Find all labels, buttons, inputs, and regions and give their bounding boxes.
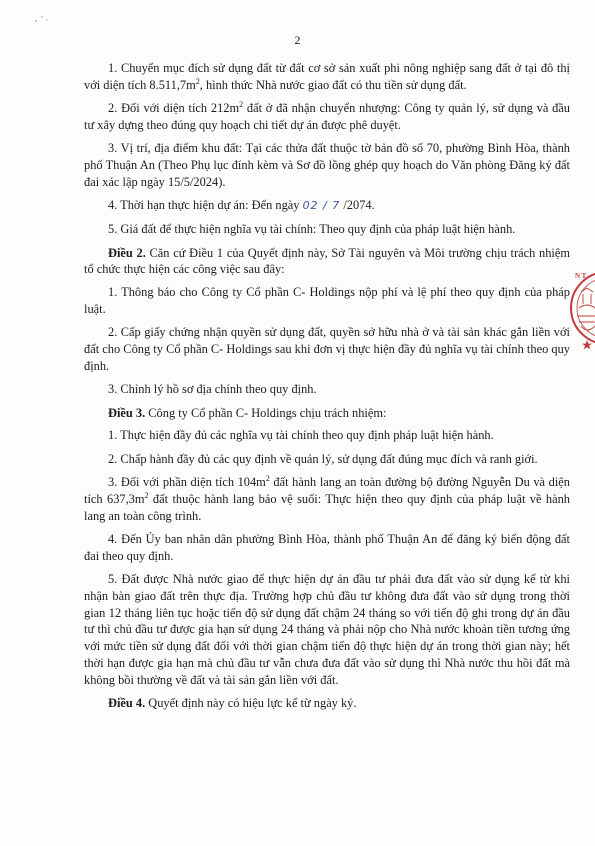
red-seal-stamp (567, 264, 595, 354)
clause-1-3: 3. Vị trí, địa điểm khu đất: Tại các thửa đất thuộc tờ bản đồ số 70, phường Bình Hòa, thành phố Thuận An (Theo Phụ lục đính kèm và Sơ đồ lồng ghép quy hoạch do Văn phòng Đăng ký đất đai xác lập ngày 15/5/2024). (84, 141, 570, 189)
clause-1-5: 5. Giá đất để thực hiện nghĩa vụ tài chính: Theo quy định của pháp luật hiện hành. (108, 222, 516, 237)
stamp-text: N T (575, 272, 587, 280)
clause-1-1: 1. Chuyển mục đích sử dụng đất từ đất cơ sở sản xuất phi nông nghiệp sang đất ở tại đô thị với diện tích $8.511,7m^2$, hình thức Nhà nước giao đất có thu tiền sử dụng đất. (84, 61, 570, 92)
clause-3-3: 3. Đối với phần diện tích $104m^2$ đất hành lang an toàn đường bộ đường Nguyễn Du và diện tích $637,3m^2$ đất thuộc hành lang bảo vệ suối: Thực hiện theo quy định của pháp luật về hành lang an toàn công trình. (84, 473, 570, 523)
document-body (84, 60, 570, 718)
clause-3-2: 2. Chấp hành đầy đủ các quy định về quản lý, sử dụng đất đúng mục đích và ranh giới. (108, 451, 538, 466)
scan-speck-marks (34, 14, 50, 24)
clause-2-3: 3. Chỉnh lý hồ sơ địa chính theo quy định. (108, 382, 317, 397)
article-3-label: Điều 3. (108, 405, 146, 420)
article-4-label: Điều 4. (108, 696, 146, 710)
clause-1-4: 4. Thời hạn thực hiện dự án: Đến ngày 02 / 7 /2074. (108, 198, 375, 213)
clause-3-4: 4. Đến Ủy ban nhân dân phường Bình Hòa, thành phố Thuận An để đăng ký biến động đất đai theo quy định. (84, 531, 570, 563)
article-4: Điều 4. Quyết định này có hiệu lực kể từ ngày ký. (108, 696, 357, 710)
handwritten-date: 02 / 7 (302, 199, 341, 213)
clause-1-2: 2. Đối với diện tích $212m^2$ đất ở đã nhận chuyển nhượng: Công ty quản lý, sử dụng và đầu tư xây dựng theo đúng quy hoạch chi tiết dự án được phê duyệt. (84, 99, 570, 132)
page-number: 2 (294, 33, 301, 47)
clause-2-1: 1. Thông báo cho Công ty Cổ phần C- Holdings nộp phí và lệ phí theo quy định của pháp luật. (84, 285, 570, 317)
article-2: Điều 2. Căn cứ Điều 1 của Quyết định này, Sở Tài nguyên và Môi trường chịu trách nhiệm tổ chức thực hiện các công việc sau đây: (84, 245, 570, 277)
article-2-label: Điều 2. (108, 245, 146, 260)
clause-3-1: 1. Thực hiện đầy đủ các nghĩa vụ tài chính theo quy định pháp luật hiện hành. (108, 428, 494, 443)
clause-2-2: 2. Cấp giấy chứng nhận quyền sử dụng đất, quyền sở hữu nhà ở và tài sản khác gắn liền với đất cho Công ty Cổ phần C- Holdings sau khi đơn vị thực hiện đầy đủ nghĩa vụ tài chính theo quy định. (84, 325, 570, 373)
article-3: Điều 3. Công ty Cổ phần C- Holdings chịu trách nhiệm: (108, 405, 387, 420)
clause-3-5: 5. Đất được Nhà nước giao để thực hiện dự án đầu tư phải đưa đất vào sử dụng kể từ khi nhận bàn giao đất trên thực địa. Trường hợp chủ đầu tư không đưa đất vào sử dụng trong thời gian 12 tháng liên tục hoặc tiến độ sử dụng đất chậm 24 tháng so với tiến độ ghi trong dự án đầu tư thì chủ đầu tư được gia hạn sử dụng 24 tháng và phải nộp cho Nhà nước khoản tiền tương ứng với mức tiền sử dụng đất đối với thời gian chậm tiến độ thực hiện dự án trong thời gian này; hết thời hạn được gia hạn mà chủ đầu tư vẫn chưa đưa đất vào sử dụng thì Nhà nước thu hồi đất mà không bồi thường về đất và tài sản gắn liền với đất. (84, 571, 570, 687)
